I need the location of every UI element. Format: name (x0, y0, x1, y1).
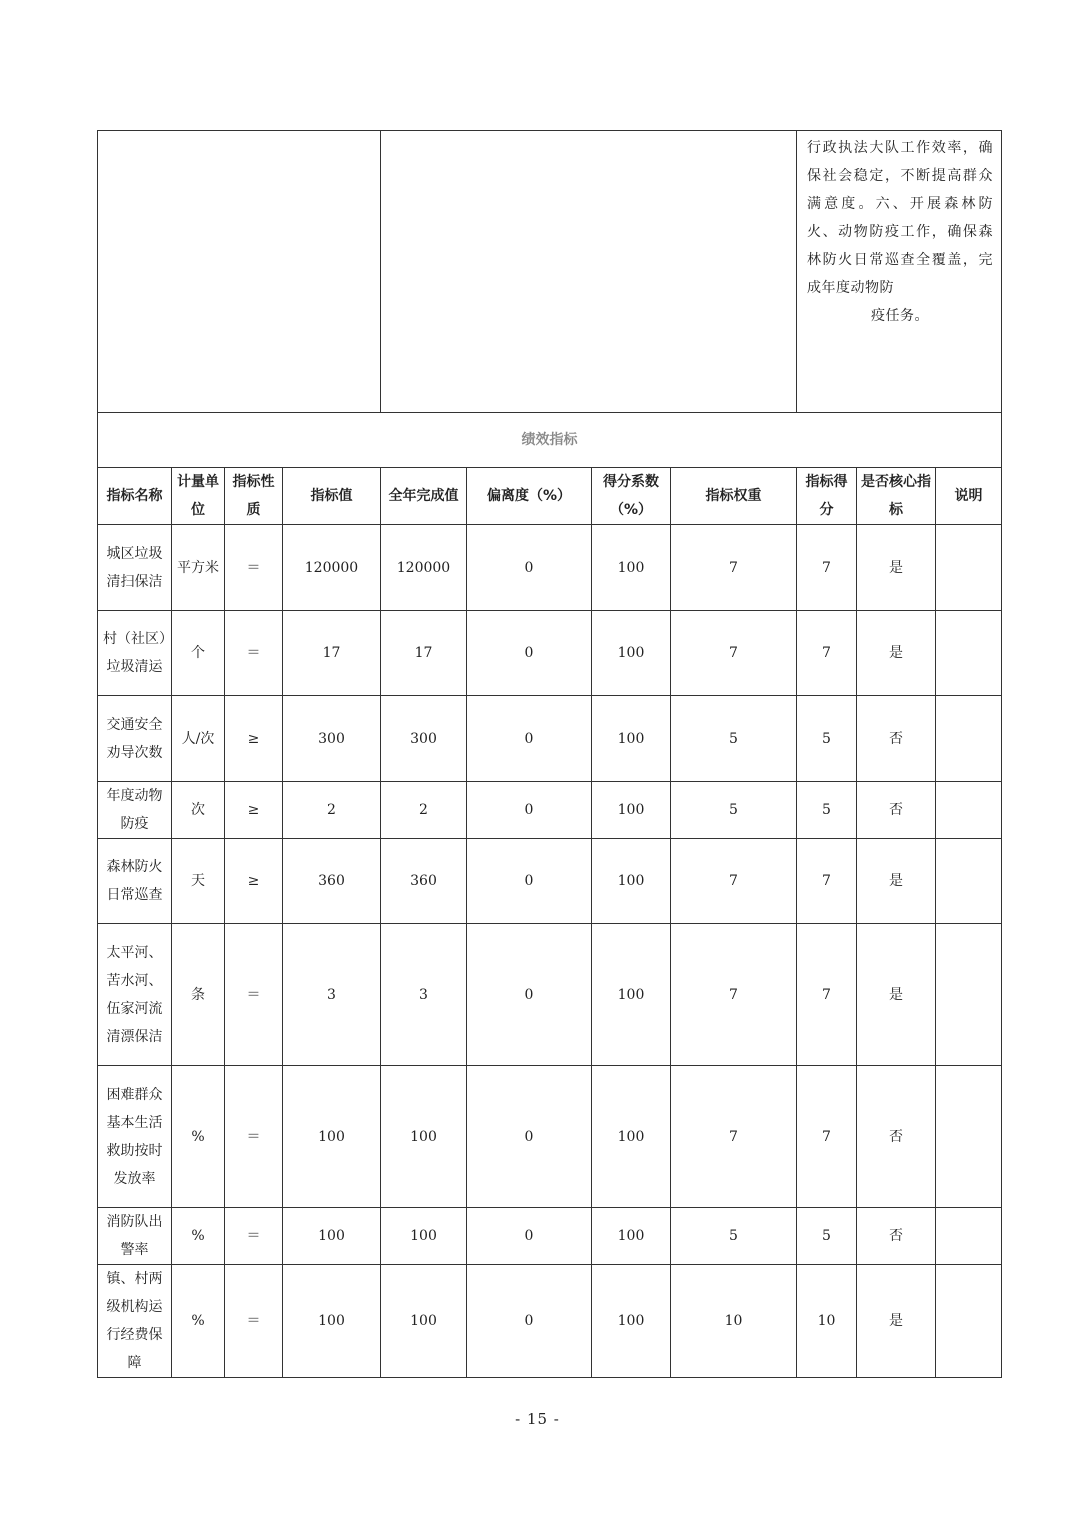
cell-name: 交通安全劝导次数 (98, 696, 172, 782)
table-row (98, 924, 1002, 1066)
cell-note (936, 611, 1002, 696)
cell-note (936, 525, 1002, 611)
cell-note (936, 782, 1002, 839)
table-row (98, 1066, 1002, 1208)
cell-deviation: 0 (467, 525, 592, 611)
header-row (98, 468, 1002, 525)
cell-core: 否 (857, 696, 936, 782)
cell-score: 10 (797, 1265, 857, 1378)
cell-deviation: 0 (467, 782, 592, 839)
performance-table (97, 130, 1002, 1378)
cell-target: 3 (283, 924, 381, 1066)
header-deviation: 偏离度（%） (467, 468, 592, 525)
cell-actual: 100 (381, 1208, 467, 1265)
cell-name: 镇、村两级机构运行经费保障 (98, 1265, 172, 1378)
cell-target: 300 (283, 696, 381, 782)
cell-core: 否 (857, 1208, 936, 1265)
header-actual: 全年完成值 (381, 468, 467, 525)
cell-nature: ＝ (225, 525, 283, 611)
table-row (98, 525, 1002, 611)
cell-weight: 5 (671, 782, 797, 839)
cell-actual: 3 (381, 924, 467, 1066)
header-coef: 得分系数（%） (592, 468, 671, 525)
cell-note (936, 924, 1002, 1066)
cell-nature: ≥ (225, 839, 283, 924)
cell-note (936, 696, 1002, 782)
cell-weight: 7 (671, 525, 797, 611)
cell-coef: 100 (592, 1265, 671, 1378)
cell-nature: ＝ (225, 924, 283, 1066)
header-name: 指标名称 (98, 468, 172, 525)
cell-score: 7 (797, 525, 857, 611)
table-row (98, 782, 1002, 839)
cell-nature: ＝ (225, 1265, 283, 1378)
cell-coef: 100 (592, 782, 671, 839)
table-row (98, 611, 1002, 696)
table-row (98, 696, 1002, 782)
cell-unit: 次 (172, 782, 225, 839)
page-number: - 15 - (515, 1410, 560, 1428)
cell-unit: % (172, 1066, 225, 1208)
cell-score: 7 (797, 924, 857, 1066)
cell-actual: 360 (381, 839, 467, 924)
cell-actual: 100 (381, 1066, 467, 1208)
cell-core: 否 (857, 782, 936, 839)
cell-score: 7 (797, 611, 857, 696)
header-unit: 计量单位 (172, 468, 225, 525)
cell-core: 是 (857, 611, 936, 696)
cell-coef: 100 (592, 525, 671, 611)
header-weight: 指标权重 (671, 468, 797, 525)
section-title-row (98, 413, 1002, 468)
goal-blank-cell-1 (98, 131, 381, 413)
cell-weight: 7 (671, 611, 797, 696)
cell-target: 100 (283, 1265, 381, 1378)
goal-blank-cell-2 (381, 131, 797, 413)
cell-deviation: 0 (467, 696, 592, 782)
cell-deviation: 0 (467, 1208, 592, 1265)
cell-core: 是 (857, 1265, 936, 1378)
cell-score: 7 (797, 839, 857, 924)
cell-deviation: 0 (467, 611, 592, 696)
cell-target: 17 (283, 611, 381, 696)
cell-name: 太平河、苦水河、伍家河流清漂保洁 (98, 924, 172, 1066)
cell-score: 5 (797, 1208, 857, 1265)
cell-weight: 5 (671, 1208, 797, 1265)
goal-row (98, 131, 1002, 413)
cell-note (936, 839, 1002, 924)
table-row (98, 1265, 1002, 1378)
cell-coef: 100 (592, 696, 671, 782)
cell-unit: 条 (172, 924, 225, 1066)
cell-deviation: 0 (467, 1066, 592, 1208)
cell-core: 是 (857, 924, 936, 1066)
cell-note (936, 1208, 1002, 1265)
cell-name: 城区垃圾清扫保洁 (98, 525, 172, 611)
goal-text-last: 疫任务。 (871, 308, 929, 324)
section-title: 绩效指标 (98, 413, 1002, 468)
cell-actual: 2 (381, 782, 467, 839)
cell-target: 100 (283, 1066, 381, 1208)
cell-score: 7 (797, 1066, 857, 1208)
cell-name: 消防队出警率 (98, 1208, 172, 1265)
cell-actual: 100 (381, 1265, 467, 1378)
cell-weight: 7 (671, 1066, 797, 1208)
cell-score: 5 (797, 782, 857, 839)
header-core: 是否核心指标 (857, 468, 936, 525)
cell-name: 困难群众基本生活救助按时发放率 (98, 1066, 172, 1208)
cell-note (936, 1066, 1002, 1208)
cell-weight: 7 (671, 839, 797, 924)
cell-score: 5 (797, 696, 857, 782)
cell-target: 2 (283, 782, 381, 839)
table-row (98, 839, 1002, 924)
cell-core: 是 (857, 839, 936, 924)
cell-unit: 个 (172, 611, 225, 696)
cell-actual: 300 (381, 696, 467, 782)
cell-note (936, 1265, 1002, 1378)
cell-target: 360 (283, 839, 381, 924)
header-note: 说明 (936, 468, 1002, 525)
cell-coef: 100 (592, 839, 671, 924)
goal-text-main: 行政执法大队工作效率，确保社会稳定，不断提高群众满意度。六、开展森林防火、动物防疫工作，确保森林防火日常巡查全覆盖，完成年度动物防 (807, 140, 993, 296)
cell-nature: ≥ (225, 696, 283, 782)
cell-target: 100 (283, 1208, 381, 1265)
cell-unit: % (172, 1208, 225, 1265)
cell-actual: 17 (381, 611, 467, 696)
header-nature: 指标性质 (225, 468, 283, 525)
cell-target: 120000 (283, 525, 381, 611)
cell-unit: 平方米 (172, 525, 225, 611)
cell-unit: % (172, 1265, 225, 1378)
cell-name: 年度动物防疫 (98, 782, 172, 839)
cell-coef: 100 (592, 611, 671, 696)
header-score: 指标得分 (797, 468, 857, 525)
cell-coef: 100 (592, 924, 671, 1066)
cell-unit: 天 (172, 839, 225, 924)
cell-weight: 10 (671, 1265, 797, 1378)
cell-name: 森林防火日常巡查 (98, 839, 172, 924)
cell-coef: 100 (592, 1066, 671, 1208)
cell-core: 是 (857, 525, 936, 611)
cell-nature: ＝ (225, 611, 283, 696)
cell-nature: ≥ (225, 782, 283, 839)
cell-weight: 5 (671, 696, 797, 782)
cell-deviation: 0 (467, 839, 592, 924)
cell-name: 村（社区）垃圾清运 (98, 611, 172, 696)
goal-text-cell (797, 131, 1002, 413)
table-row (98, 1208, 1002, 1265)
cell-weight: 7 (671, 924, 797, 1066)
header-target: 指标值 (283, 468, 381, 525)
cell-deviation: 0 (467, 924, 592, 1066)
cell-coef: 100 (592, 1208, 671, 1265)
cell-deviation: 0 (467, 1265, 592, 1378)
cell-nature: ＝ (225, 1066, 283, 1208)
cell-core: 否 (857, 1066, 936, 1208)
cell-unit: 人/次 (172, 696, 225, 782)
cell-actual: 120000 (381, 525, 467, 611)
cell-nature: ＝ (225, 1208, 283, 1265)
